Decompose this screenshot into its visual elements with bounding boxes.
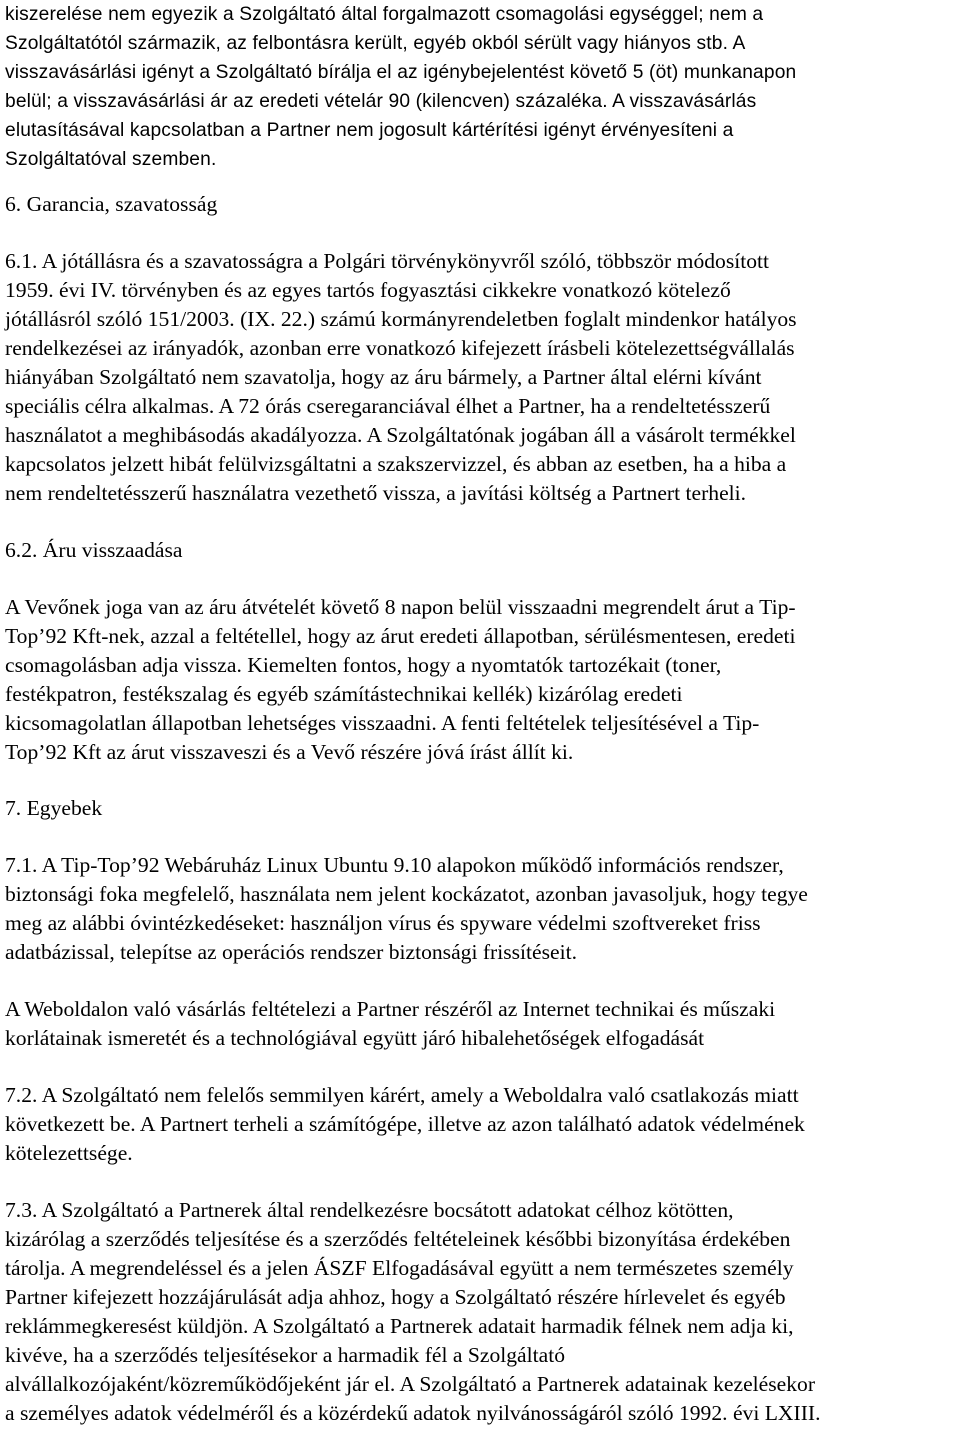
text-line: a személyes adatok védelméről és a közérdekű adatok nyilvánosságáról szóló 1992. évi LXIII. [5,1401,821,1425]
section-7-2-paragraph [5,1081,950,1168]
text-line: 7.1. A Tip-Top’92 Webáruház Linux Ubuntu 9.10 alapokon működő információs rendszer, [5,853,784,877]
section-7-heading: 7. Egyebek [5,796,103,820]
text-line: adatbázissal, telepítse az operációs rendszer biztonsági frissítéseit. [5,940,578,964]
text-line: 1959. évi IV. törvényben és az egyes tartós fogyasztási cikkekre vonatkozó kötelező [5,278,731,302]
text-line: következett be. A Partnert terheli a számítógépe, illetve az azon található adatok védelmének [5,1112,805,1136]
document-page [5,0,950,1428]
text-line: kötelezettsége. [5,1141,133,1165]
text-line: kizárólag a szerződés teljesítése és a szerződés feltételeinek későbbi bizonyítása érdekében [5,1227,791,1251]
section-7-1-paragraph [5,851,950,967]
text-line: A Weboldalon való vásárlás feltételezi a Partner részéről az Internet technikai és műszaki [5,997,776,1021]
text-line: biztonsági foka megfelelő, használata nem jelent kockázatot, azonban javasoljuk, hogy tegye [5,882,808,906]
text-line: A Vevőnek joga van az áru átvételét követő 8 napon belül visszaadni megrendelt árut a Tip- [5,595,796,619]
section-7-1b-paragraph [5,995,950,1053]
text-line: 7.3. A Szolgáltató a Partnerek által rendelkezésre bocsátott adatokat célhoz kötötten, [5,1198,734,1222]
text-line: belül; a visszavásárlási ár az eredeti vételár 90 (kilencven) százaléka. A visszavásárlás [5,91,757,112]
text-line: nem rendeltetésszerű használatra vezethető vissza, a javítási költség a Partnert terheli. [5,481,747,505]
section-7-3-paragraph [5,1196,950,1428]
text-line: reklámmegkeresést küldjön. A Szolgáltató a Partnerek adatait harmadik félnek nem adja ki, [5,1314,794,1338]
text-line: kivéve, ha a szerződés teljesítésekor a harmadik fél a Szolgáltató [5,1343,566,1367]
text-line: kicsomagolatlan állapotban lehetséges visszaadni. A fenti feltételek teljesítésével a Tip- [5,711,760,735]
text-line: hiányában Szolgáltató nem szavatolja, hogy az áru bármely, a Partner által elérni kívánt [5,365,762,389]
text-line: tárolja. A megrendeléssel és a jelen ÁSZF Elfogadásával együtt a nem természetes személy [5,1256,794,1280]
text-line: Szolgáltatótól származik, az felbontásra került, egyéb okból sérült vagy hiányos stb. A [5,33,746,54]
text-line: 7.2. A Szolgáltató nem felelős semmilyen kárért, amely a Weboldalra való csatlakozás miatt [5,1083,799,1107]
text-line: Top’92 Kft az árut visszaveszi és a Vevő részére jóvá írást állít ki. [5,740,574,764]
text-line: Szolgáltatóval szemben. [5,149,217,170]
intro-paragraph [5,0,950,174]
section-6-2-heading: 6.2. Áru visszaadása [5,538,183,562]
section-6-heading: 6. Garancia, szavatosság [5,192,218,216]
section-6-1-paragraph [5,247,950,508]
text-line: rendelkezései az irányadók, azonban erre vonatkozó kifejezett írásbeli kötelezettségvállalás [5,336,795,360]
text-line: alvállalkozójaként/közreműködőjeként jár el. A Szolgáltató a Partnerek adatainak kezelésekor [5,1372,816,1396]
text-line: speciális célra alkalmas. A 72 órás cseregaranciával élhet a Partner, ha a rendeltetésszerű [5,394,771,418]
text-line: 6.1. A jótállásra és a szavatosságra a Polgári törvénykönyvről szóló, többször módosított [5,249,770,273]
text-line: kapcsolatos jelzett hibát felülvizsgáltatni a szakszervizzel, és abban az esetben, ha a hiba a [5,452,787,476]
text-line: Top’92 Kft-nek, azzal a feltétellel, hogy az árut eredeti állapotban, sérülésmentesen, eredeti [5,624,796,648]
text-line: visszavásárlási igényt a Szolgáltató bírálja el az igénybejelentést követő 5 (öt) munkanapon [5,62,797,83]
text-line: elutasításával kapcsolatban a Partner nem jogosult kártérítési igényt érvényesíteni a [5,120,734,141]
text-line: használatot a meghibásodás akadályozza. A Szolgáltatónak jogában áll a vásárolt termékkel [5,423,796,447]
text-line: festékpatron, festékszalag és egyéb számítástechnikai kellék) kizárólag eredeti [5,682,683,706]
text-line: csomagolásban adja vissza. Kiemelten fontos, hogy a nyomtatók tartozékait (toner, [5,653,722,677]
text-line: meg az alábbi óvintézkedéseket: használjon vírus és spyware védelmi szoftvereket friss [5,911,761,935]
text-line: korlátainak ismeretét és a technológiával együtt járó hibalehetőségek elfogadását [5,1026,705,1050]
text-line: jótállásról szóló 151/2003. (IX. 22.) számú kormányrendeletben foglalt mindenkor hatályos [5,307,797,331]
text-line: Partner kifejezett hozzájárulását adja ahhoz, hogy a Szolgáltató részére hírlevelet és egyéb [5,1285,786,1309]
text-line: kiszerelése nem egyezik a Szolgáltató által forgalmazott csomagolási egységgel; nem a [5,4,764,25]
section-6-2-paragraph [5,593,950,767]
